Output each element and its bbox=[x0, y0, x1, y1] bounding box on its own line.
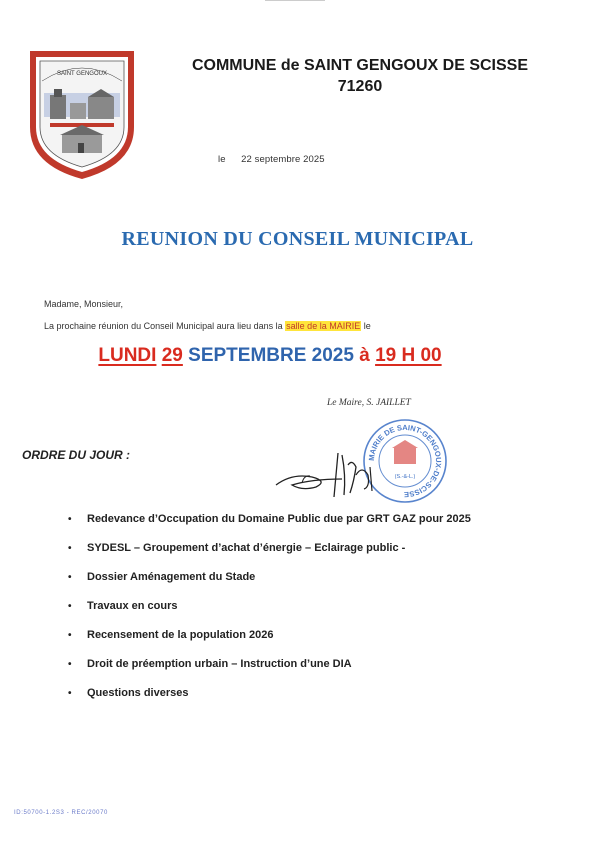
agenda-item bbox=[68, 658, 471, 687]
commune-name: COMMUNE de SAINT GENGOUX DE SCISSE bbox=[191, 57, 529, 74]
logo-arc-text: SAINT GENGOUX bbox=[57, 71, 107, 77]
agenda-item-text: Dossier Aménagement du Stade bbox=[87, 571, 256, 583]
intro-after: le bbox=[363, 321, 371, 331]
signature-icon bbox=[272, 445, 390, 501]
intro-sentence bbox=[44, 321, 371, 331]
bullet-icon: • bbox=[68, 630, 72, 641]
mayor-signer: Le Maire, S. JAILLET bbox=[327, 398, 411, 408]
agenda-item bbox=[68, 687, 471, 716]
agenda-item bbox=[68, 629, 471, 658]
stamp-postcode: (S.-&-L.) bbox=[394, 474, 416, 480]
bullet-icon: • bbox=[68, 659, 72, 670]
meeting-place-highlight: salle de la MAIRIE bbox=[286, 321, 361, 331]
date-value: 22 septembre 2025 bbox=[241, 154, 325, 165]
agenda-heading: ORDRE DU JOUR : bbox=[22, 448, 131, 462]
date-prefix: le bbox=[218, 154, 226, 165]
intro-text: La prochaine réunion du Conseil Municipal aura lieu dans la bbox=[44, 321, 283, 331]
agenda-item-text: Travaux en cours bbox=[87, 600, 178, 612]
bullet-icon: • bbox=[68, 543, 72, 554]
bullet-icon: • bbox=[68, 601, 72, 612]
salutation: Madame, Monsieur, bbox=[44, 299, 124, 309]
agenda-item bbox=[68, 571, 471, 600]
commune-header bbox=[150, 55, 570, 97]
document-reference-code: ID:50700-1.2S3 - REC/20070 bbox=[14, 810, 108, 816]
agenda-item bbox=[68, 542, 471, 571]
agenda-item-text: Recensement de la population 2026 bbox=[87, 629, 274, 641]
meeting-day: LUNDI bbox=[98, 345, 157, 366]
agenda-item bbox=[68, 513, 471, 542]
meeting-month-year: SEPTEMBRE 2025 bbox=[188, 345, 354, 366]
meeting-time: 19 H 00 bbox=[375, 345, 442, 366]
bullet-icon: • bbox=[68, 688, 72, 699]
bullet-icon: • bbox=[68, 514, 72, 525]
commune-logo bbox=[26, 47, 138, 181]
meeting-datetime bbox=[0, 345, 540, 367]
agenda-list bbox=[68, 513, 471, 716]
letter-date bbox=[218, 154, 325, 165]
bullet-icon: • bbox=[68, 572, 72, 583]
agenda-item-text: Droit de préemption urbain – Instruction d’une DIA bbox=[87, 658, 352, 670]
document-title: REUNION DU CONSEIL MUNICIPAL bbox=[121, 228, 474, 250]
agenda-item bbox=[68, 600, 471, 629]
handwritten-signature bbox=[272, 445, 390, 501]
agenda-item-text: Redevance d’Occupation du Domaine Public due par GRT GAZ pour 2025 bbox=[87, 513, 471, 525]
meeting-day-number: 29 bbox=[161, 345, 183, 366]
agenda-item-text: SYDESL – Groupement d’achat d’énergie – Eclairage public - bbox=[87, 542, 406, 554]
meeting-at: à bbox=[359, 345, 370, 366]
agenda-item-text: Questions diverses bbox=[87, 687, 189, 699]
stamp-arc-text: MAIRIE DE SAINT-GENGOUX-DE-SCISSE bbox=[366, 422, 444, 500]
postal-code: 71260 bbox=[337, 78, 383, 95]
scan-edge-line bbox=[265, 0, 325, 1]
coat-of-arms-icon bbox=[26, 47, 138, 181]
